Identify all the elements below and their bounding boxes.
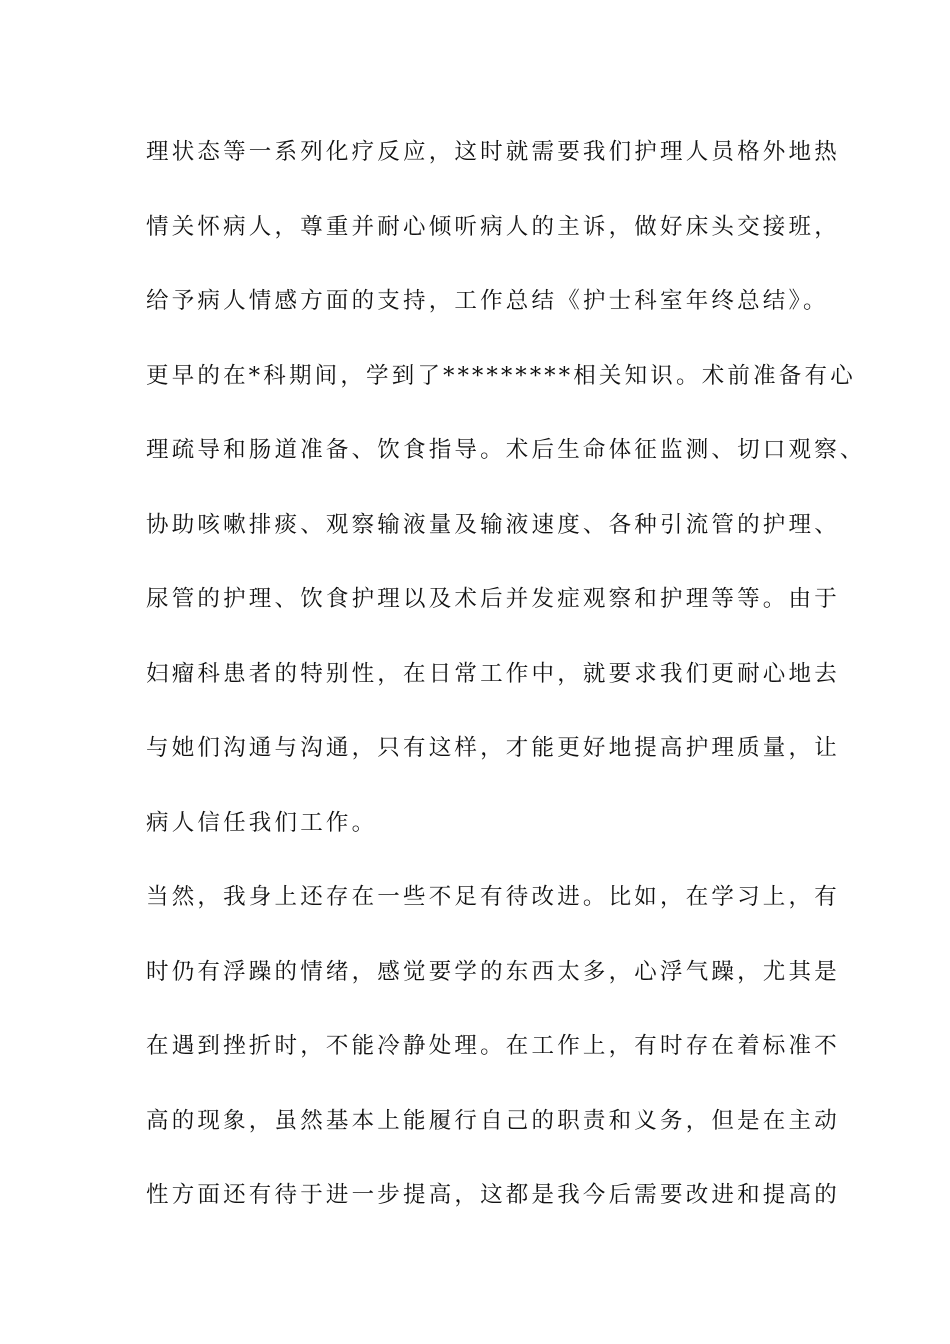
text-line: 病人信任我们工作。 (146, 809, 378, 836)
text-line: 理状态等一系列化疗反应，这时就需要我们护理人员格外地热 (146, 139, 840, 165)
text-line: 时仍有浮躁的情绪，感觉要学的东西太多，心浮气躁，尤其是 (146, 958, 840, 985)
text-line: 情关怀病人，尊重并耐心倾听病人的主诉，做好床头交接班， (146, 213, 840, 240)
text-line: 更早的在*科期间，学到了*********相关知识。术前准备有心 (146, 362, 856, 389)
text-line: 当然，我身上还存在一些不足有待改进。比如，在学习上，有 (146, 884, 840, 910)
text-line: 与她们沟通与沟通，只有这样，才能更好地提高护理质量，让 (146, 735, 840, 761)
text-line: 给予病人情感方面的支持，工作总结《护士科室年终总结》。 (146, 288, 829, 314)
text-line: 尿管的护理、饮食护理以及术后并发症观察和护理等等。由于 (146, 586, 840, 612)
text-line: 理疏导和肠道准备、饮食指导。术后生命体征监测、切口观察、 (146, 437, 866, 463)
text-line: 高的现象，虽然基本上能履行自己的职责和义务，但是在主动 (146, 1107, 840, 1134)
text-line: 妇瘤科患者的特别性，在日常工作中，就要求我们更耐心地去 (146, 660, 840, 687)
text-line: 性方面还有待于进一步提高，这都是我今后需要改进和提高的 (146, 1182, 840, 1208)
text-line: 协助咳嗽排痰、观察输液量及输液速度、各种引流管的护理、 (146, 511, 840, 538)
body-text (146, 130, 866, 1248)
text-line: 在遇到挫折时，不能冷静处理。在工作上，有时存在着标准不 (146, 1033, 840, 1059)
